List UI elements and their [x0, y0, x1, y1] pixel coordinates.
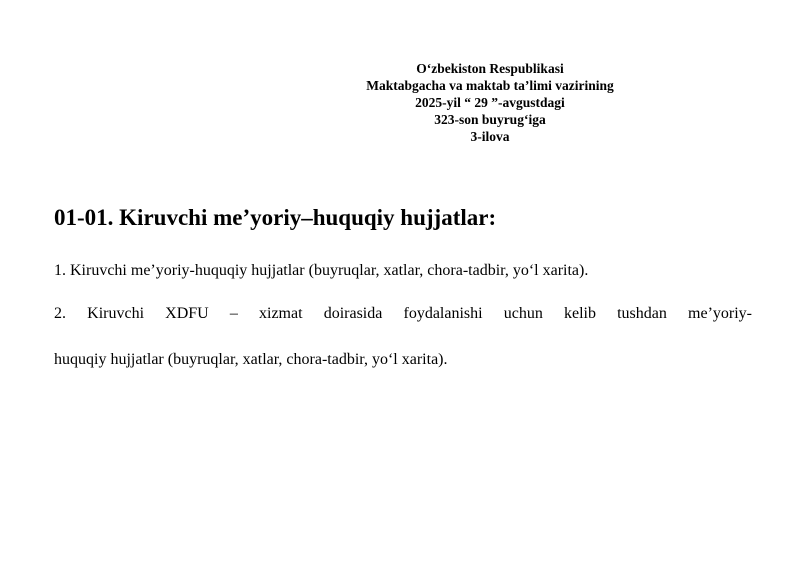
- header-line-republic: O‘zbekiston Respublikasi: [416, 61, 564, 76]
- list-item-2-line-2: huquqiy hujjatlar (buyruqlar, xatlar, chora-tadbir, yo‘l xarita).: [54, 351, 448, 368]
- section-heading: 01-01. Kiruvchi me’yoriy–huquqiy hujjatlar:: [54, 205, 497, 230]
- header-line-date: 2025-yil “ 29 ”-avgustdagi: [415, 95, 565, 110]
- header-line-appendix: 3-ilova: [470, 129, 510, 144]
- list-item-2-line-1: 2. Kiruvchi XDFU – xizmat doirasida foydalanishi uchun kelib tushdan me’yoriy-: [54, 305, 752, 322]
- list-item-2: [54, 302, 752, 372]
- list-item-1: 1. Kiruvchi me’yoriy-huquqiy hujjatlar (buyruqlar, xatlar, chora-tadbir, yo‘l xarita).: [54, 262, 589, 279]
- header-line-order-number: 323-son buyrug‘iga: [434, 112, 546, 127]
- appendix-header: [330, 60, 650, 145]
- header-line-ministry: Maktabgacha va maktab ta’limi vazirining: [366, 78, 614, 93]
